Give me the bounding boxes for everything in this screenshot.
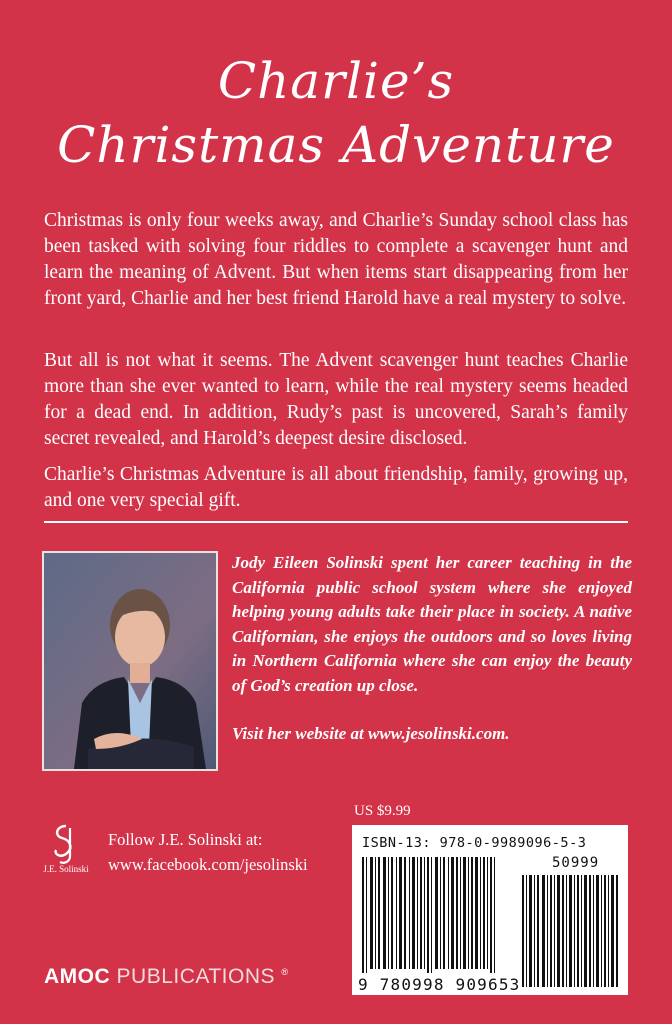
blurb-paragraph-2: But all is not what it seems. The Advent scavenger hunt teaches Charlie more than she ever wanted to learn, while the real mystery seems headed for a dead end. In addition, Rudy’s past is uncovered, Sarah’s family secret revealed, and Harold’s deepest desire disclosed. — [44, 350, 628, 449]
barcode-bars — [352, 825, 628, 995]
follow-label: Follow J.E. Solinski at: — [108, 830, 263, 849]
author-logo-name: J.E. Solinski — [43, 864, 89, 874]
isbn-barcode — [352, 825, 628, 995]
publisher-suffix: PUBLICATIONS — [116, 965, 275, 988]
publisher-logo — [44, 965, 288, 989]
publisher-registered-mark: ® — [281, 967, 289, 977]
blurb-paragraph-1: Christmas is only four weeks away, and Charlie’s Sunday school class has been tasked with solving four riddles to complete a scavenger hunt and learn the meaning of Advent. But when items start disappearing from her front yard, Charlie and her best friend Harold have a real mystery to solve. — [44, 210, 628, 309]
price-label: US $9.99 — [354, 803, 411, 819]
section-divider — [44, 521, 628, 523]
addon-number: 50999 — [552, 855, 600, 871]
author-portrait-image — [44, 553, 216, 769]
author-website-line: Visit her website at www.jesolinski.com. — [232, 724, 510, 743]
author-bio: Jody Eileen Solinski spent her career teaching in the California public school system where she enjoyed helping young adults take their place in society. A native Californian, she enjoys the outdoors and so loves living in Northern California where she can enjoy the beauty of God’s creation up close. — [232, 553, 632, 695]
title-line-1: Charlie’s — [217, 52, 455, 110]
isbn-number: ISBN-13: 978-0-9989096-5-3 — [362, 835, 587, 851]
publisher-brand: AMOC — [44, 965, 111, 988]
title-line-2: Christmas Adventure — [57, 116, 615, 174]
follow-url: www.facebook.com/jesolinski — [108, 855, 308, 874]
blurb-paragraph-3: Charlie’s Christmas Adventure is all about friendship, family, growing up, and one very special gift. — [44, 464, 628, 511]
author-photo — [42, 551, 218, 771]
follow-block — [108, 827, 308, 877]
ean-number: 9 780998 909653 — [358, 975, 521, 994]
